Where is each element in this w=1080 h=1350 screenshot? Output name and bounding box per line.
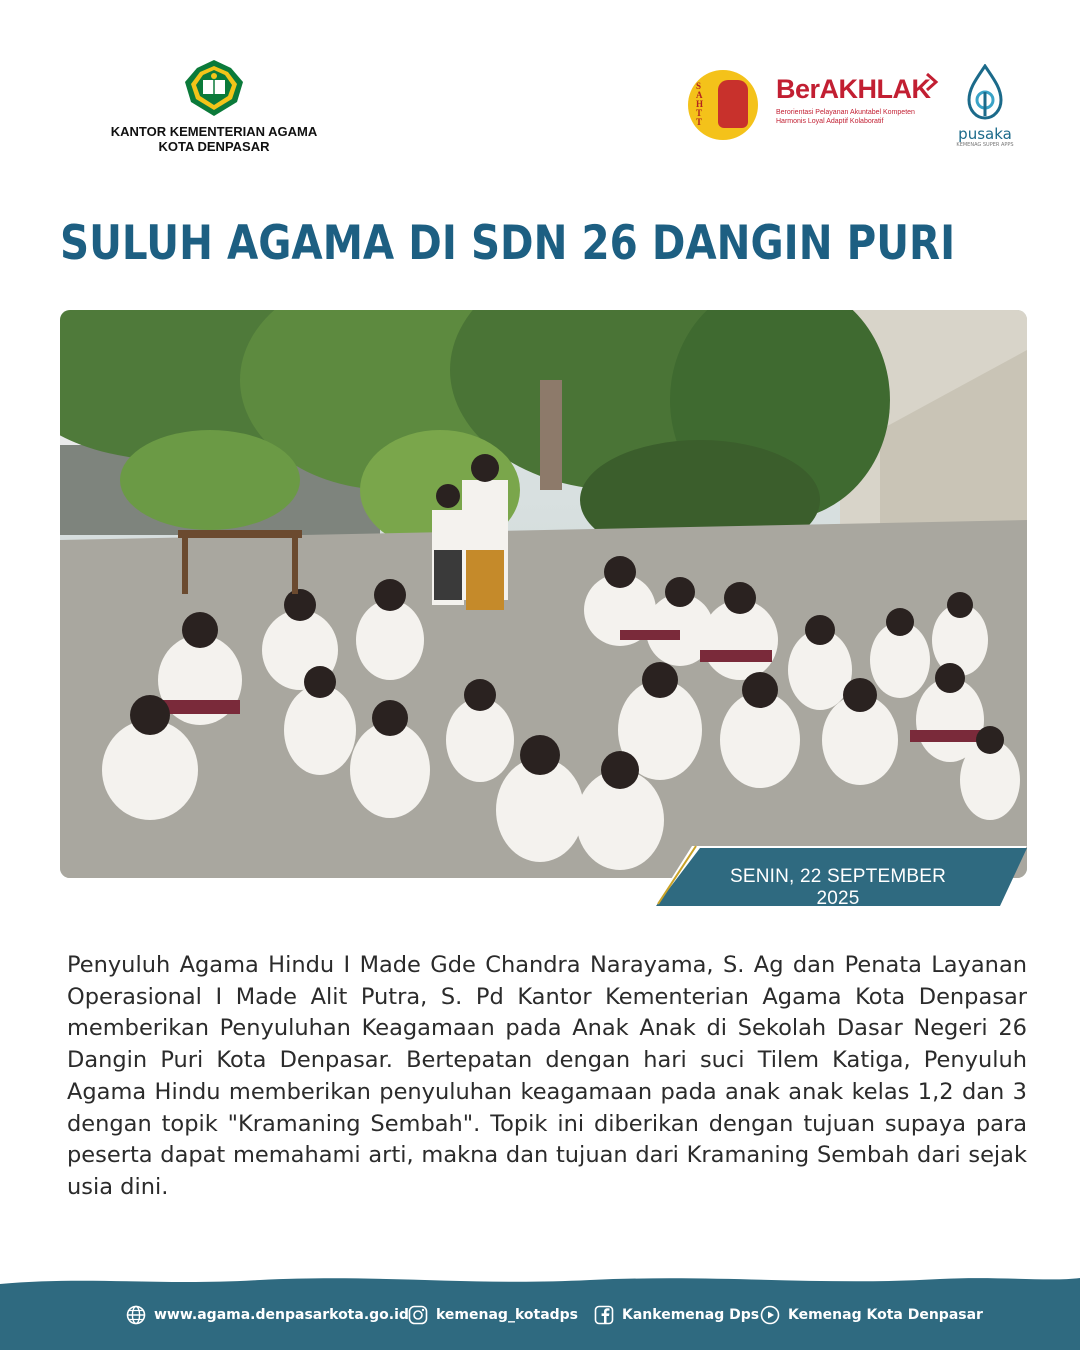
pusaka-logo-icon bbox=[952, 64, 1018, 149]
footer-youtube[interactable] bbox=[760, 1300, 983, 1330]
footer-links bbox=[0, 1300, 1080, 1330]
footer-youtube-label: Kemenag Kota Denpasar bbox=[788, 1307, 983, 1323]
pusaka-sub: KEMENAG SUPER APPS bbox=[956, 142, 1014, 148]
kemenag-logo-icon bbox=[181, 58, 247, 118]
header-badges bbox=[688, 64, 1018, 148]
facebook-icon bbox=[594, 1305, 614, 1325]
footer-instagram-label: kemenag_kotadps bbox=[436, 1307, 579, 1323]
berakhlak-logo-icon bbox=[776, 74, 944, 126]
org-header bbox=[100, 58, 328, 154]
footer-website-label: www.agama.denpasarkota.go.id bbox=[154, 1307, 409, 1323]
footer-facebook[interactable] bbox=[594, 1300, 759, 1330]
youtube-icon bbox=[760, 1305, 780, 1325]
pusaka-label: pusaka bbox=[958, 125, 1012, 143]
instagram-icon bbox=[408, 1305, 428, 1325]
berakhlak-title: BerAKHLAK bbox=[776, 74, 931, 104]
footer-facebook-label: Kankemenag Dps bbox=[622, 1307, 760, 1323]
footer-instagram[interactable] bbox=[408, 1300, 578, 1330]
page-title: SULUH AGAMA DI SDN 26 DANGIN PURI bbox=[60, 216, 956, 271]
org-name-line1: KANTOR KEMENTERIAN AGAMA bbox=[110, 124, 318, 139]
footer-website[interactable] bbox=[126, 1300, 409, 1330]
berakhlak-subtitle-1: Berorientasi Pelayanan Akuntabel Kompeten bbox=[776, 109, 915, 116]
globe-icon bbox=[126, 1305, 146, 1325]
event-photo bbox=[60, 310, 1027, 878]
badge-logo-icon: S A H T T bbox=[688, 70, 758, 140]
event-date: SENIN, 22 SEPTEMBER 2025 bbox=[729, 866, 947, 909]
article-body: Penyuluh Agama Hindu I Made Gde Chandra Narayama, S. Ag dan Penata Layanan Operasional I Made Alit Putra, S. Pd Kantor Kementerian Agama Kota Denpasar memberikan Penyuluhan Keagamaan pada Anak Anak di Sekolah Dasar Negeri 26 Dangin Puri Kota Denpasar. Bertepatan dengan hari suci Tilem Katiga, Penyuluh Agama Hindu memberikan penyuluhan keagamaan pada anak anak kelas 1,2 dan 3 dengan topik "Kramaning Sembah". Topik ini diberikan dengan tujuan supaya para peserta dapat memahami arti, makna dan tujuan dari Kramaning Sembah dari sejak usia dini. bbox=[67, 952, 1027, 1200]
org-name-line2: KOTA DENPASAR bbox=[158, 139, 270, 154]
berakhlak-subtitle-2: Harmonis Loyal Adaptif Kolaboratif bbox=[776, 118, 884, 125]
